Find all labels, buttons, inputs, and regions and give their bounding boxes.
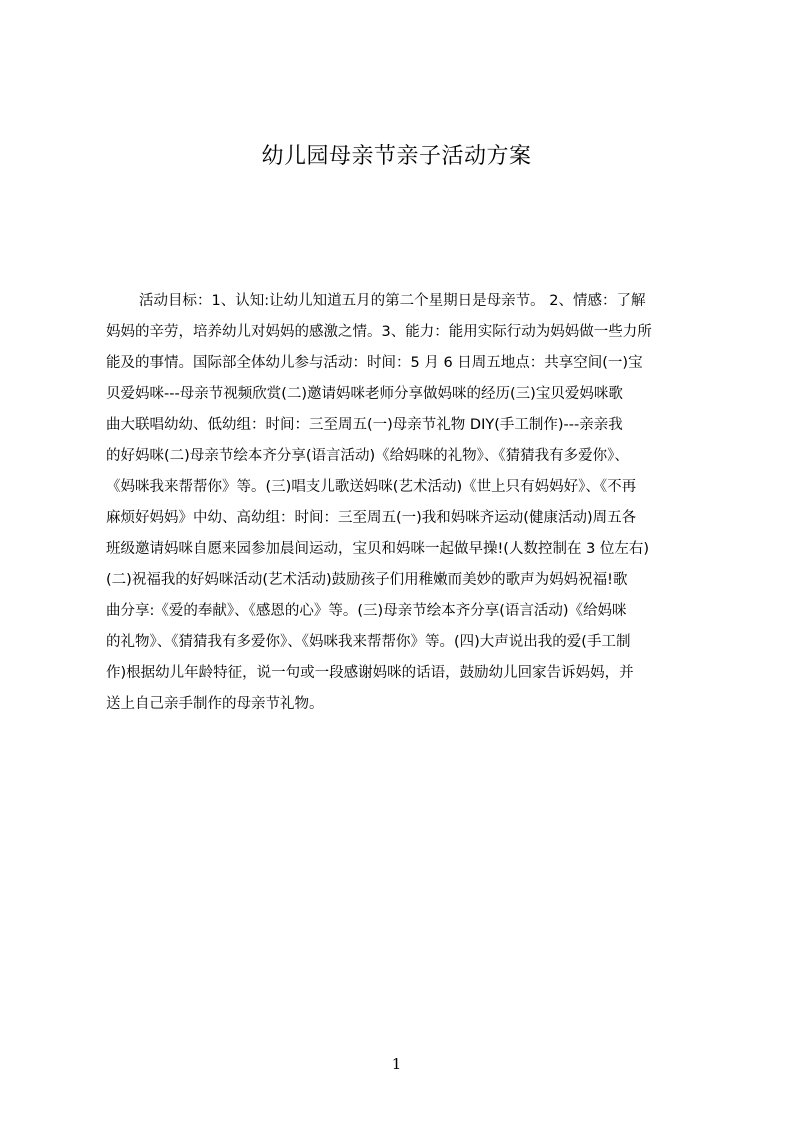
body-line: 曲分享:《爱的奉献》、《感恩的心》等。(三)母亲节绘本齐分享(语言活动)《给妈咪	[106, 603, 627, 619]
body-line: (二)祝福我的好妈咪活动(艺术活动)鼓励孩子们用稚嫩而美妙的歌声为妈妈祝福!歌	[106, 572, 628, 588]
body-line: 麻烦好妈妈》中幼、高幼组：时间：三至周五(一)我和妈咪齐运动(健康活动)周五各	[106, 510, 637, 526]
body-line: 《妈咪我来帮帮你》等。(三)唱支儿歌送妈咪(艺术活动)《世上只有妈妈好》、《不再	[106, 479, 637, 495]
body-line: 作)根据幼儿年龄特征，说一句或一段感谢妈咪的话语，鼓励幼儿回家告诉妈妈，并	[106, 665, 634, 681]
document-title: 幼儿园母亲节亲子活动方案	[261, 144, 532, 169]
body-line: 班级邀请妈咪自愿来园参加晨间运动，宝贝和妈咪一起做早操!(人数控制在 3 位左右)	[106, 541, 650, 557]
body-line: 能及的事情。国际部全体幼儿参与活动：时间：5 月 6 日周五地点：共享空间(一)宝	[106, 355, 643, 371]
page-number: 1	[391, 1055, 402, 1073]
body-line: 的好妈咪(二)母亲节绘本齐分享(语言活动)《给妈咪的礼物》、《猜猜我有多爱你》、	[106, 448, 629, 464]
body-line: 妈妈的辛劳，培养幼儿对妈妈的感激之情。3、能力：能用实际行动为妈妈做一些力所	[106, 324, 652, 340]
body-line: 送上自己亲手制作的母亲节礼物。	[106, 696, 324, 712]
body-line: 的礼物》、《猜猜我有多爱你》、《妈咪我来帮帮你》等。(四)大声说出我的爱(手工制	[106, 634, 631, 650]
body-line: 贝爱妈咪---母亲节视频欣赏(二)邀请妈咪老师分享做妈咪的经历(三)宝贝爱妈咪歌	[106, 386, 623, 402]
body-line: 曲大联唱幼幼、低幼组：时间：三至周五(一)母亲节礼物 DIY(手工制作)---亲亲我	[106, 417, 623, 433]
body-line: 活动目标：1、认知:让幼儿知道五月的第二个星期日是母亲节。 2、情感：了解	[139, 293, 646, 309]
document-body	[106, 286, 698, 712]
